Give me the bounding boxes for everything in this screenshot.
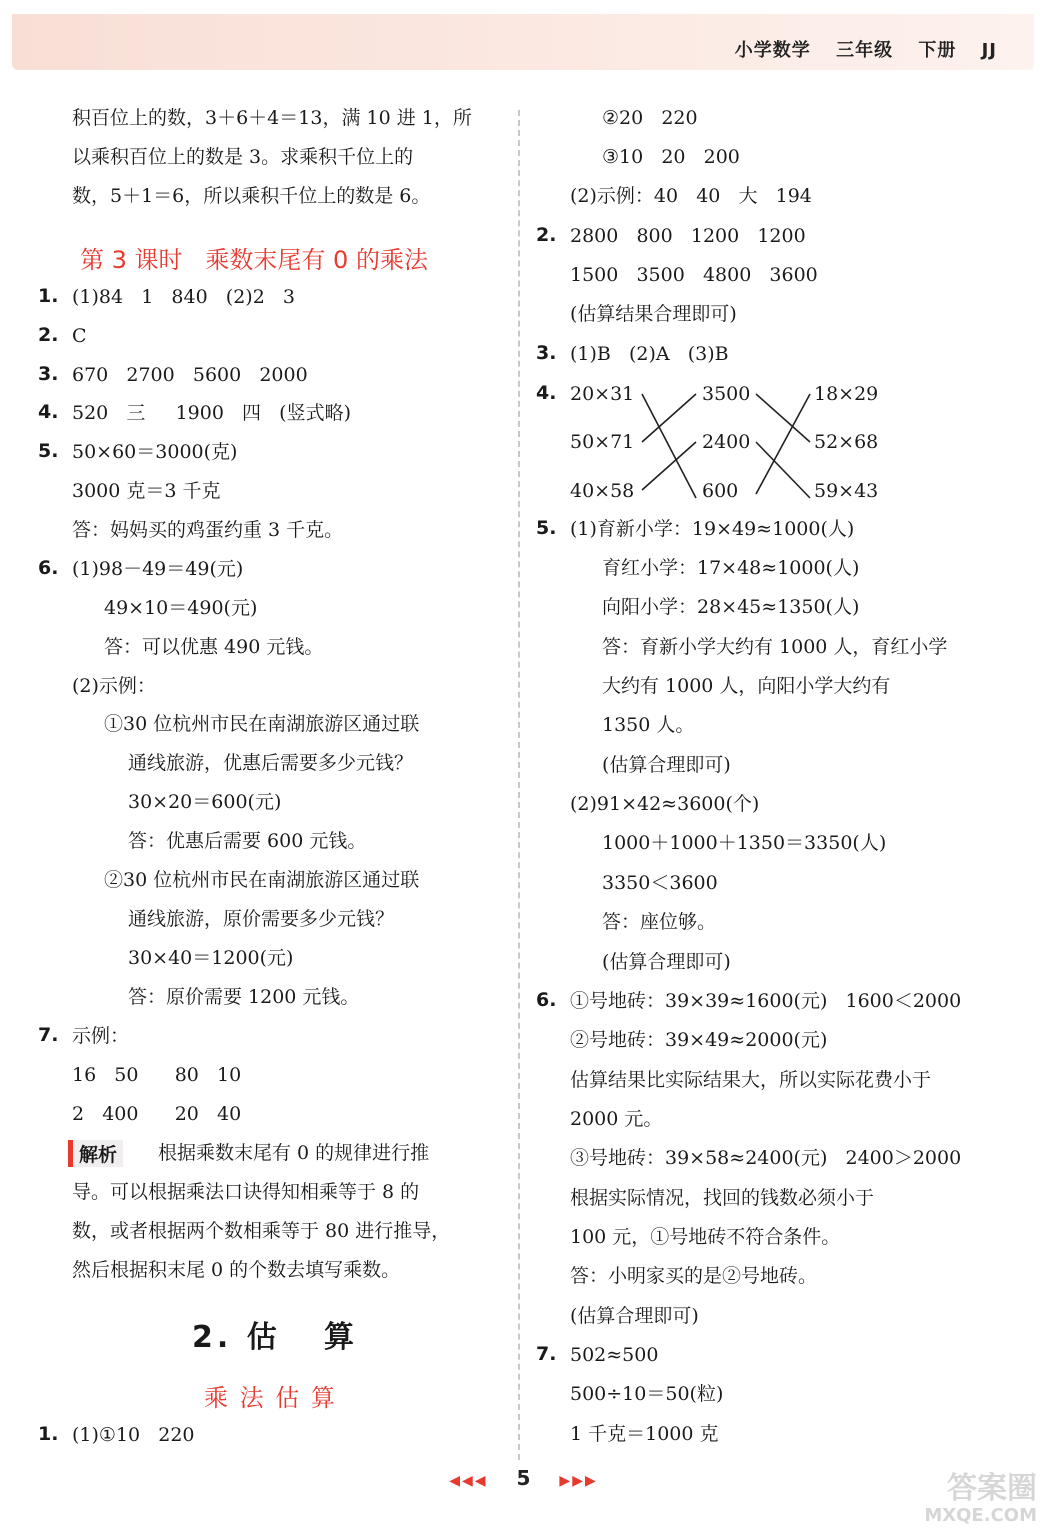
next-arrows-icon: ▶▶▶ bbox=[559, 1473, 598, 1489]
intro-line: 数，5＋1＝6，所以乘积千位上的数是 6。 bbox=[72, 185, 431, 207]
answer-6-line: 通线旅游，优惠后需要多少元钱？ bbox=[128, 752, 414, 774]
answer-6-line: ①30 位杭州市民在南湖旅游区通过联 bbox=[104, 713, 420, 735]
section-title: 2. 估 算 bbox=[192, 1320, 359, 1355]
answer-6-line: 30×40＝1200(元) bbox=[128, 947, 294, 969]
match-left: 50×71 bbox=[570, 431, 635, 453]
match-left: 40×58 bbox=[570, 480, 635, 502]
question-number: 7. bbox=[38, 1024, 59, 1046]
estimate-answer-5: 答：育新小学大约有 1000 人，育红小学 bbox=[602, 636, 948, 658]
sub-title: 乘 法 估 算 bbox=[204, 1384, 337, 1412]
answer-5-line: 50×60＝3000(克) bbox=[72, 441, 238, 463]
question-number: 5. bbox=[38, 440, 59, 462]
answer-7-line: 2 400 20 40 bbox=[72, 1103, 242, 1125]
answer-4: 520 三 1900 四 (竖式略) bbox=[72, 402, 351, 424]
estimate-line: (2)示例：40 40 大 194 bbox=[570, 185, 812, 207]
answer-6-line: (1)98－49＝49(元) bbox=[72, 558, 244, 580]
answer-6-line: 答：优惠后需要 600 元钱。 bbox=[128, 830, 367, 852]
estimate-answer-6: ③号地砖：39×58≈2400(元) 2400＞2000 bbox=[570, 1147, 962, 1169]
estimate-answer-6: 100 元，①号地砖不符合条件。 bbox=[570, 1226, 841, 1248]
answer-1: (1)84 1 840 (2)2 3 bbox=[72, 286, 296, 308]
estimate-line: ③10 20 200 bbox=[602, 146, 740, 168]
matching-lines bbox=[536, 370, 896, 510]
question-number: 2. bbox=[38, 324, 59, 346]
estimate-answer-7: 500÷10＝50(粒) bbox=[570, 1383, 724, 1405]
watermark-text: 答案圈 bbox=[947, 1471, 1037, 1506]
estimate-answer-5: 3350＜3600 bbox=[602, 872, 718, 894]
question-number: 4. bbox=[38, 401, 59, 423]
estimate-answer-5: (估算合理即可) bbox=[602, 951, 731, 973]
question-number: 3. bbox=[536, 342, 557, 364]
estimate-answer-5: 1000＋1000＋1350＝3350(人) bbox=[602, 832, 887, 854]
lesson-title: 第 3 课时 乘数末尾有 0 的乘法 bbox=[80, 246, 428, 274]
match-line bbox=[642, 394, 696, 442]
match-line bbox=[756, 442, 810, 498]
header-title: 小学数学 三年级 下册 JJ bbox=[734, 40, 997, 61]
estimate-answer-2: 1500 3500 4800 3600 bbox=[570, 264, 818, 286]
estimate-answer-6: 根据实际情况，找回的钱数必须小于 bbox=[570, 1187, 875, 1209]
question-number: 4. bbox=[536, 382, 557, 404]
estimate-answer-5: 向阳小学：28×45≈1350(人) bbox=[602, 596, 860, 618]
match-line bbox=[756, 394, 810, 494]
answer-6-line: (2)示例： bbox=[72, 675, 156, 697]
estimate-answer-5: 答：座位够。 bbox=[602, 911, 717, 933]
match-middle: 3500 bbox=[702, 383, 751, 405]
page-number: 5 bbox=[516, 1466, 531, 1490]
analysis-line: 导。可以根据乘法口诀得知相乘等于 8 的 bbox=[72, 1181, 420, 1203]
question-number: 7. bbox=[536, 1343, 557, 1365]
question-number: 3. bbox=[38, 363, 59, 385]
match-middle: 600 bbox=[702, 480, 739, 502]
match-middle: 2400 bbox=[702, 431, 751, 453]
estimate-answer-6: ①号地砖：39×39≈1600(元) 1600＜2000 bbox=[570, 990, 962, 1012]
estimate-answer-6: 答：小明家买的是②号地砖。 bbox=[570, 1265, 818, 1287]
question-number: 5. bbox=[536, 517, 557, 539]
estimate-answer-5: (1)育新小学：19×49≈1000(人) bbox=[570, 518, 855, 540]
match-line bbox=[756, 394, 810, 442]
question-number: 6. bbox=[536, 989, 557, 1011]
estimate-answer-2: (估算结果合理即可) bbox=[570, 303, 737, 325]
question-number: 1. bbox=[38, 1423, 59, 1445]
estimate-answer-6: 估算结果比实际结果大，所以实际花费小于 bbox=[570, 1069, 932, 1091]
match-left: 20×31 bbox=[570, 383, 635, 405]
estimate-answer-3: (1)B (2)A (3)B bbox=[570, 343, 729, 365]
question-number: 6. bbox=[38, 557, 59, 579]
answer-6-line: ②30 位杭州市民在南湖旅游区通过联 bbox=[104, 869, 420, 891]
match-right: 59×43 bbox=[814, 480, 879, 502]
estimate-answer-6: (估算合理即可) bbox=[570, 1305, 699, 1327]
estimate-answer-1: (1)①10 220 bbox=[72, 1424, 195, 1446]
prev-arrows-icon: ◀◀◀ bbox=[449, 1473, 488, 1489]
column-divider bbox=[518, 110, 520, 1460]
estimate-answer-6: ②号地砖：39×49≈2000(元) bbox=[570, 1029, 828, 1051]
answer-6-line: 答：原价需要 1200 元钱。 bbox=[128, 986, 360, 1008]
analysis-tag: 解析 bbox=[68, 1140, 123, 1167]
question-number: 1. bbox=[38, 285, 59, 307]
question-number: 2. bbox=[536, 224, 557, 246]
match-right: 18×29 bbox=[814, 383, 879, 405]
estimate-answer-5: 1350 人。 bbox=[602, 714, 695, 736]
intro-line: 以乘积百位上的数是 3。求乘积千位上的 bbox=[72, 146, 414, 168]
estimate-answer-7: 502≈500 bbox=[570, 1344, 659, 1366]
estimate-answer-2: 2800 800 1200 1200 bbox=[570, 225, 806, 247]
answer-7-line: 16 50 80 10 bbox=[72, 1064, 242, 1086]
answer-7-line: 示例： bbox=[72, 1025, 130, 1047]
estimate-answer-5: 大约有 1000 人，向阳小学大约有 bbox=[602, 675, 891, 697]
answer-5-line: 3000 克＝3 千克 bbox=[72, 480, 221, 502]
intro-line: 积百位上的数，3＋6＋4＝13，满 10 进 1，所 bbox=[72, 107, 472, 129]
analysis-line: 数，或者根据两个数相乘等于 80 进行推导， bbox=[72, 1220, 451, 1242]
watermark-logo bbox=[924, 1472, 1037, 1526]
answer-6-line: 49×10＝490(元) bbox=[104, 597, 258, 619]
answer-3: 670 2700 5600 2000 bbox=[72, 364, 308, 386]
watermark-url: MXQE.COM bbox=[924, 1505, 1037, 1526]
match-right: 52×68 bbox=[814, 431, 879, 453]
page-footer bbox=[0, 1466, 1047, 1490]
answer-6-line: 30×20＝600(元) bbox=[128, 791, 282, 813]
estimate-answer-7: 1 千克＝1000 克 bbox=[570, 1423, 719, 1445]
answer-6-line: 答：可以优惠 490 元钱。 bbox=[104, 636, 324, 658]
analysis-line: 根据乘数末尾有 0 的规律进行推 bbox=[158, 1142, 430, 1164]
estimate-answer-5: (估算合理即可) bbox=[602, 754, 731, 776]
answer-2: C bbox=[72, 325, 87, 347]
answer-6-line: 通线旅游，原价需要多少元钱？ bbox=[128, 908, 395, 930]
estimate-line: ②20 220 bbox=[602, 107, 698, 129]
answer-5-line: 答：妈妈买的鸡蛋约重 3 千克。 bbox=[72, 519, 344, 541]
estimate-answer-5: (2)91×42≈3600(个) bbox=[570, 793, 760, 815]
analysis-line: 然后根据积末尾 0 的个数去填写乘数。 bbox=[72, 1259, 401, 1281]
estimate-answer-6: 2000 元。 bbox=[570, 1108, 663, 1130]
estimate-answer-5: 育红小学：17×48≈1000(人) bbox=[602, 557, 860, 579]
